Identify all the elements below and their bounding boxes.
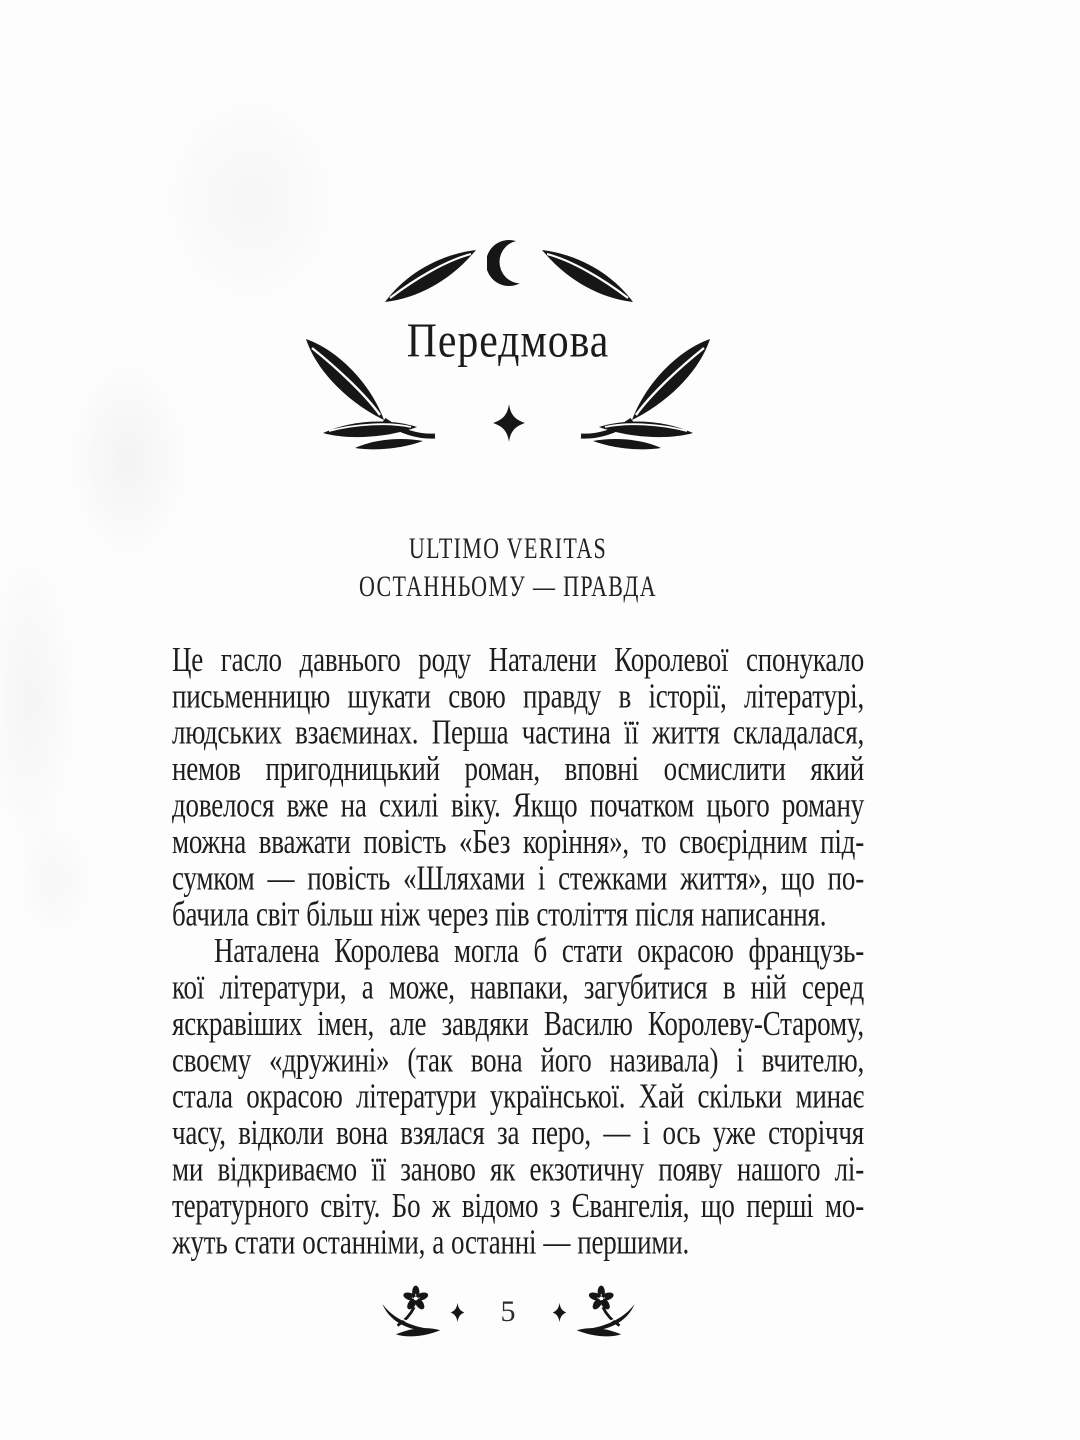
text-line: довелося вже на схилі віку. Якщо початком цього роману <box>172 785 864 825</box>
text-line: кої літератури, а може, навпаки, загубитися в ній серед <box>172 967 864 1007</box>
diamond-star-right-icon <box>552 1302 567 1323</box>
branch-ornament-bottom-left-icon <box>295 336 437 452</box>
text-line: яскравіших імен, але завдяки Василю Королеву-Старому, <box>172 1003 864 1043</box>
epigraph-translation-line: ОСТАННЬОМУ — ПРАВДА <box>359 571 657 603</box>
page-number: 5 <box>500 1295 516 1328</box>
text-line: немов пригодницький роман, вповні осмислити який <box>172 748 864 788</box>
chapter-title: Передмова <box>406 313 610 368</box>
text-line: письменницю шукати свою правду в історії, літературі, <box>172 676 864 716</box>
epigraph-latin-line: ULTIMO VERITAS <box>408 533 608 566</box>
sparkle-star-icon <box>492 404 526 442</box>
flower-ornament-left-icon <box>380 1281 442 1343</box>
page-footer <box>0 1277 1016 1347</box>
branch-ornament-bottom-right-icon <box>579 336 721 452</box>
diamond-star-left-icon <box>450 1302 465 1323</box>
text-line: можна вважати повість «Без коріння», то своєрідним під- <box>172 821 864 861</box>
leaf-ornament-top-right-icon <box>540 247 635 305</box>
leaf-ornament-top-left-icon <box>383 247 478 305</box>
text-line: Наталена Королева могла б стати окрасою французь- <box>214 930 864 970</box>
text-line: часу, відколи вона взялася за перо, — і ось уже сторіччя <box>172 1112 864 1152</box>
body-text <box>172 641 864 1260</box>
text-line: жуть стати останніми, а останні — першими. <box>172 1222 690 1262</box>
epigraph <box>61 531 955 607</box>
text-line: сумком — повість «Шляхами і стежками життя», що по- <box>172 858 864 898</box>
text-line: своєму «дружині» (так вона його називала) і вчителю, <box>172 1040 864 1080</box>
text-line: людських взаєминах. Перша частина її життя складалася, <box>172 712 864 752</box>
paragraph <box>172 932 864 1260</box>
text-line: ми відкриваємо її заново як екзотичну появу нашого лі- <box>172 1149 864 1189</box>
text-line: стала окрасою літератури української. Хай скільки минає <box>172 1076 864 1116</box>
text-line: Це гасло давнього роду Наталени Королевої спонукало <box>172 639 864 679</box>
text-line: бачила світ більш ніж через пів століття після написання. <box>172 894 827 934</box>
crescent-moon-icon <box>487 238 533 288</box>
text-line: тературного світу. Бо ж відомо з Євангелія, що перші мо- <box>172 1185 864 1225</box>
paragraph <box>172 641 864 932</box>
flower-ornament-right-icon <box>575 1281 637 1343</box>
